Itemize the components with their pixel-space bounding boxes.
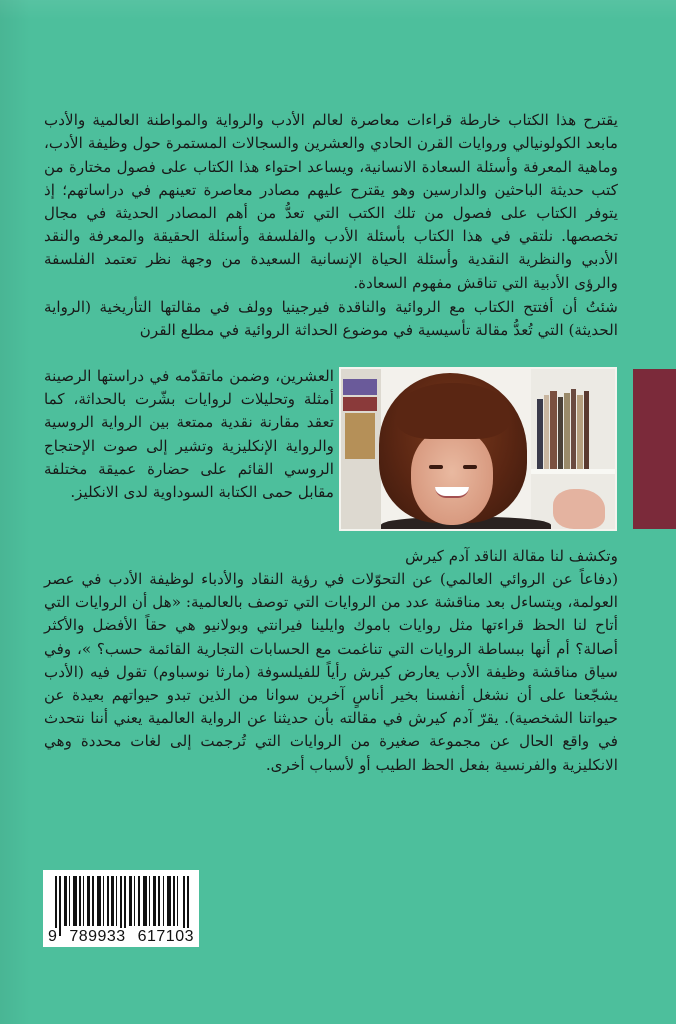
book (537, 399, 543, 469)
book (345, 413, 375, 459)
paragraph-kirsch-first-line: وتكشف لنا مقالة الناقد آدم كيرش (405, 547, 618, 565)
book (577, 395, 583, 469)
hand (553, 489, 605, 529)
book (558, 397, 563, 469)
book (584, 391, 589, 469)
isbn-barcode (43, 870, 199, 947)
eye (429, 465, 443, 469)
book (564, 393, 570, 469)
author-photo (339, 367, 617, 531)
face (411, 429, 493, 525)
bangs (397, 383, 509, 439)
isbn-digit-group-2: 617103 (137, 928, 194, 945)
book (343, 379, 377, 395)
barcode-bars (55, 876, 189, 926)
isbn-digit-group-1: 789933 (69, 928, 126, 945)
paragraph-intro: يقترح هذا الكتاب خارطة قراءات معاصرة لعالم الأدب والرواية والمواطنة العالمية والأدب مابعد الكولونيالي وروايات القرن الحادي والعشرين والسجالات المستمرة حول وظيفة الأدب، وماهية المعرفة وأسئلة السعادة الانسانية، ويساعد احتواء هذا الكتاب على فصول مختارة من كتب حديثة الباحثين والدارسين وهو يقترح عليهم مصادر معاصرة تعينهم في دراساتهم؛ إذ يتوفر الكتاب على فصول من تلك الكتب التي تعدُّ من أهم المصادر الحديثة في مجال تخصصها. نلتقي في هذا الكتاب بأسئلة الأدب والفلسفة وأسئلة الحقيقة والمعرفة والنقد الأدبي والنظرية النقدية وأسئلة الحياة الإنسانية السعيدة من وجهة نظر تعتمد الفلسفة والرؤى الأدبية التي تناقش مفهوم السعادة. (44, 111, 618, 292)
paragraph-kirsch: (دفاعاً عن الروائي العالمي) عن التحوّلات في رؤية النقاد والأدباء لوظيفة الأدب في عصر العولمة، ويتساءل بعد مناقشة عدد من الروايات التي توصف بالعالمية: «هل أن الروايات التي أتاح لنا الحظ قراءتها مثل روايات باموك وايلينا فيرانتي وبولانيو هي حقاً الأفضل والأكثر أصالة؟ أم أنها ببساطة الروايات التي تناغمت مع الحسابات التجارية القائمة حسب؟ »، وفي سياق مناقشة وظيفة الأدب يعارض كيرش رأياً للفيلسوفة (مارثا نوسباوم) تقول فيه (الأدب يشجّعنا على أن نشغل أنفسنا بخير أناسٍ آخرين سوانا من الذين تبدو حيواتهم بعيدة عن حيواتنا الشخصية). يقرّ آدم كيرش في مقالته بأن حديثنا عن الرواية العالمية يعني أننا نتحدث في واقع الحال عن مجموعة صغيرة من الروايات التي تُرجمت إلى لغات محددة وهي الانكليزية والفرنسية بفعل الحظ الطيب أو لأسباب أخرى. (44, 570, 618, 774)
spine-accent-bar (633, 369, 676, 529)
isbn-digit-prefix: 9 (48, 928, 58, 945)
book (343, 397, 377, 411)
book (544, 395, 549, 469)
book (571, 389, 576, 469)
shelf-board (531, 469, 617, 474)
paragraph-woolf-top: شئتُ أن أفتتح الكتاب مع الروائية والناقدة فيرجينيا وولف في مقالتها التأريخية (الرواية الحديثة) التي تُعدُّ مقالة تأسيسية في موضوع الحداثة الروائية في مطلع القرن (44, 298, 618, 340)
eye (463, 465, 477, 469)
isbn-digits (46, 928, 196, 946)
paragraph-woolf-wrap: العشرين، وضمن ماتقدّمه في دراستها الرصينة أمثلة وتحليلات لروايات بشّرت بالحداثة، كما تعقد مقارنة نقدية ممتعة بين الرواية الروسية والرواية الإنكليزية وتشير إلى صوت الإحتجاج الروسي القائم على حضارة عميقة مختلفة مقابل حمى الكتابة السوداوية لدى الانكليز. (44, 367, 334, 502)
book (550, 391, 557, 469)
